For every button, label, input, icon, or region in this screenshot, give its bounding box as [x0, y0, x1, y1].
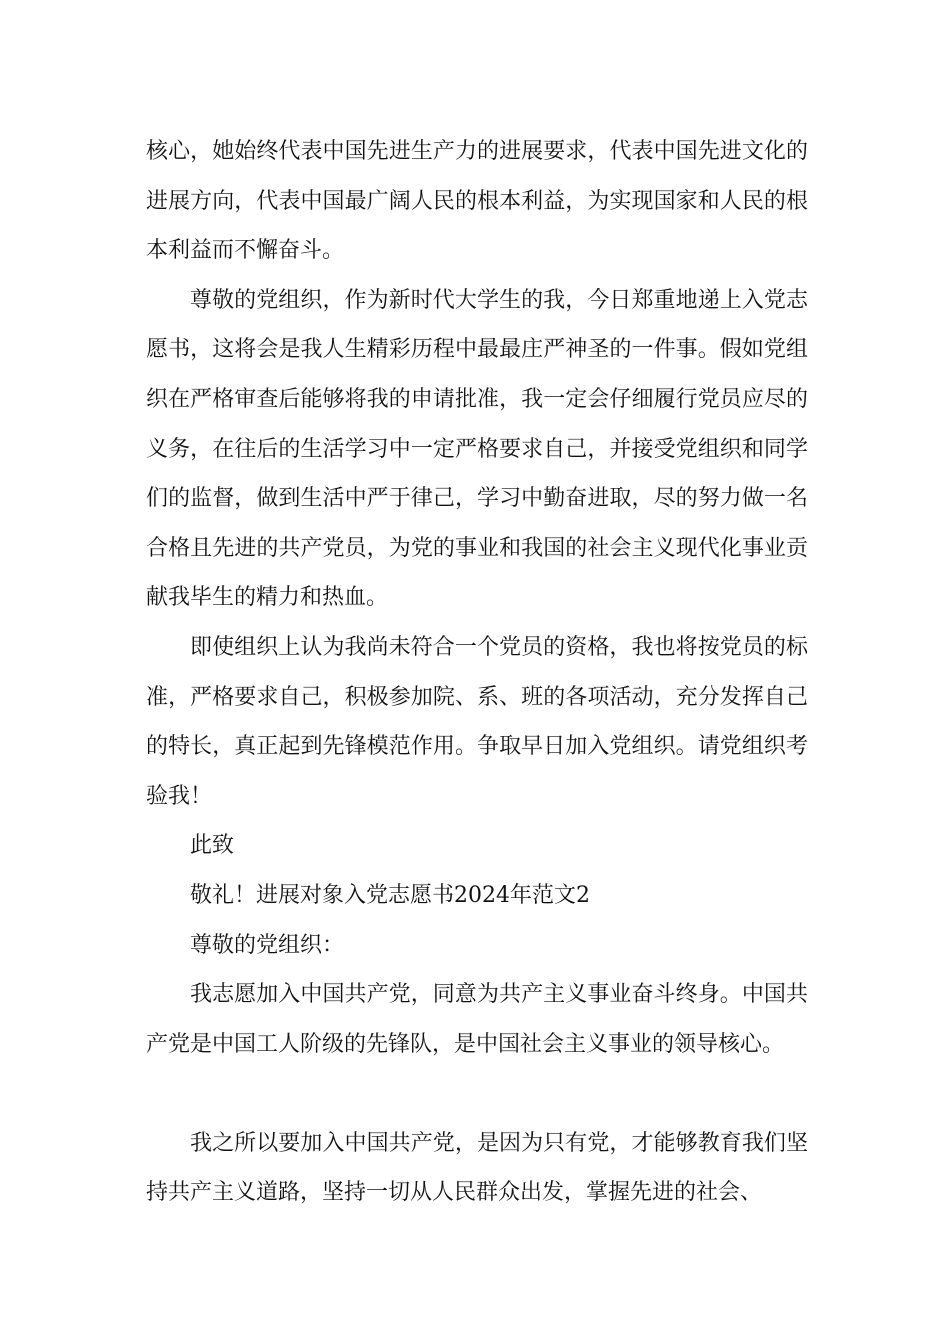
- closing-salutation: 此致: [190, 833, 235, 859]
- paragraph-pledge: 尊敬的党组织，作为新时代大学生的我，今日郑重地递上入党志愿书，这将会是我人生精彩历程中最最庄严神圣的一件事。假如党组织在严格审查后能够将我的申请批准，我一定会仔细履行党员应尽的义务，在往后的生活学习中一定严格要求自己，并接受党组织和同学们的监督，做到生活中严于律己，学习中勤奋进取，尽的努力做一名合格且先进的共产党员，为党的事业和我国的社会主义现代化事业贡献我毕生的精力和热血。: [146, 287, 808, 611]
- paragraph-commitment: 即使组织上认为我尚未符合一个党员的资格，我也将按党员的标准，严格要求自己，积极参加院、系、班的各项活动，充分发挥自己的特长，真正起到先锋模范作用。争取早日加入党组织。请党组织考验我！: [146, 634, 808, 809]
- greeting: 尊敬的党组织：: [190, 932, 345, 958]
- paragraph-continuation: 核心，她始终代表中国先进生产力的进展要求，代表中国先进文化的进展方向，代表中国最广阔人民的根本利益，为实现国家和人民的根本利益而不懈奋斗。: [146, 139, 808, 264]
- paragraph-reason: 我之所以要加入中国共产党，是因为只有党，才能够教育我们坚持共产主义道路，坚持一切从人民群众出发，掌握先进的社会、: [146, 1130, 808, 1206]
- paragraph-intent: 我志愿加入中国共产党，同意为共产主义事业奋斗终身。中国共产党是中国工人阶级的先锋队，是中国社会主义事业的领导核心。: [146, 982, 808, 1057]
- blank-line: [146, 1069, 808, 1119]
- closing-regards-and-title: 敬礼！进展对象入党志愿书2024年范文2: [190, 882, 590, 908]
- document-page: [146, 127, 808, 1218]
